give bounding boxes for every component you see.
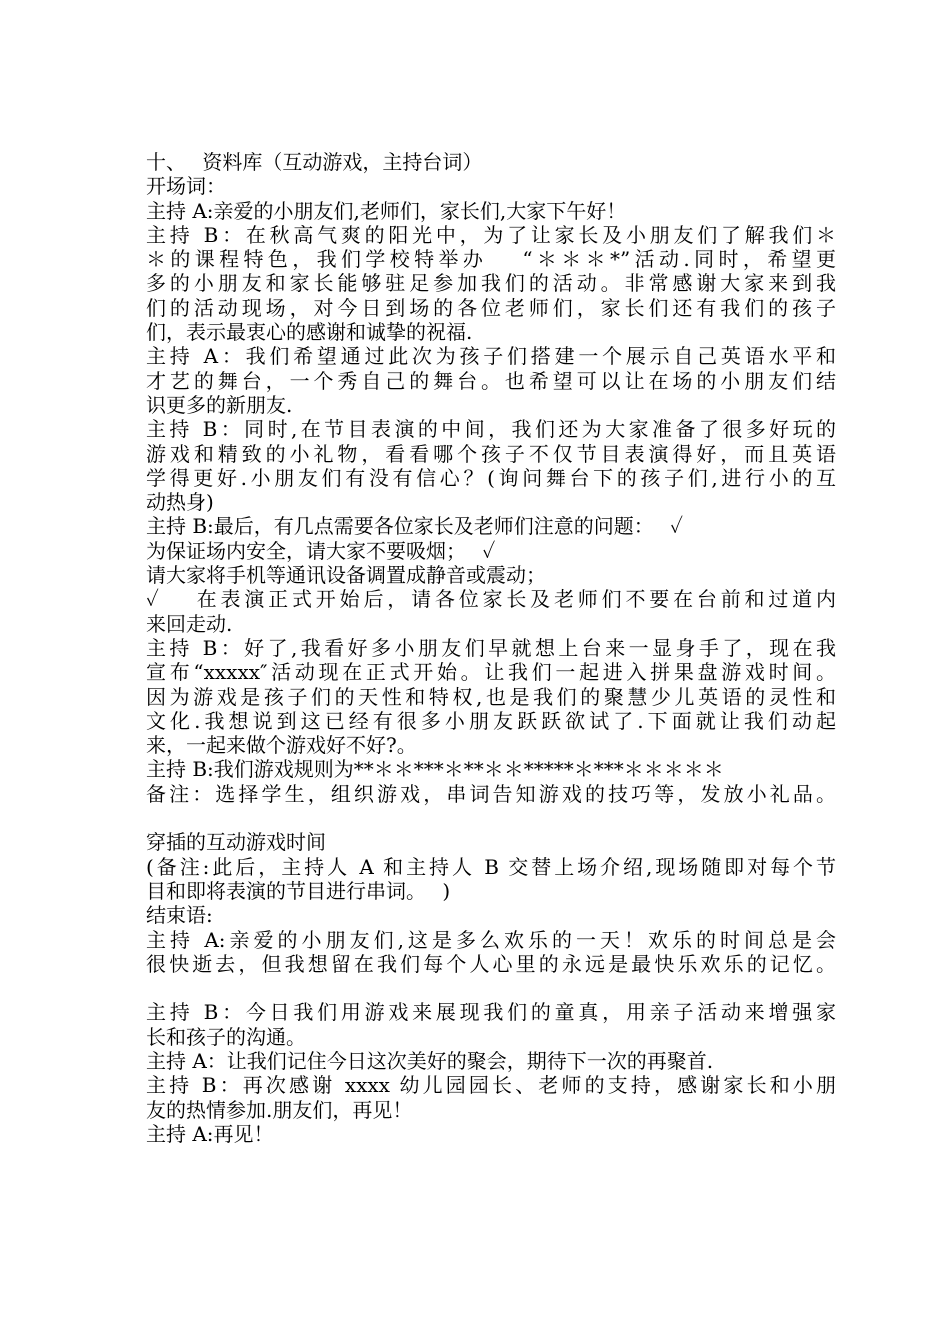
- text-line: 们的活动现场，对今日到场的各位老师们，家长们还有我们的孩子: [146, 295, 836, 320]
- text-line: 多的小朋友和家长能够驻足参加我们的活动。非常感谢大家来到我: [146, 271, 836, 296]
- text-line: 主持 A：我们希望通过此次为孩子们搭建一个展示自己英语水平和: [146, 344, 836, 369]
- text-line: 请大家将手机等通讯设备调置成静音或震动；: [146, 563, 546, 588]
- text-line: 主持 B:我们游戏规则为**＊＊***＊**＊＊*****＊***＊＊＊＊＊: [146, 757, 724, 782]
- section-label: 穿插的互动游戏时间: [146, 830, 326, 855]
- text-line: 主持 A：让我们记住今日这次美好的聚会，期待下一次的再聚首.: [146, 1048, 714, 1073]
- document-page: [146, 150, 836, 1146]
- text-line: 主持 B：再次感谢 xxxx 幼儿园园长、老师的支持，感谢家长和小朋: [146, 1073, 836, 1098]
- text-line: 动热身): [146, 490, 214, 515]
- text-line: 主持 B：同时,在节目表演的中间，我们还为大家准备了很多好玩的: [146, 417, 836, 442]
- text-line: 备注：选择学生，组织游戏，串词告知游戏的技巧等，发放小礼品。: [146, 781, 836, 806]
- text-line: 宣布“xxxxx″活动现在正式开始。让我们一起进入拼果盘游戏时间。: [146, 660, 836, 685]
- text-line: 目和即将表演的节目进行串词。 ): [146, 878, 451, 903]
- text-line: (备注:此后，主持人 A 和主持人 B 交替上场介绍,现场随即对每个节: [146, 854, 836, 879]
- text-line: 来回走动.: [146, 611, 233, 636]
- blank-line: [146, 806, 836, 830]
- text-line: 主持 A:再见！: [146, 1121, 274, 1146]
- text-line: 主持 B：好了,我看好多小朋友们早就想上台来一显身手了，现在我: [146, 635, 836, 660]
- text-line: 因为游戏是孩子们的天性和特权,也是我们的聚慧少儿英语的灵性和: [146, 684, 836, 709]
- text-line: ✓ 在表演正式开始后，请各位家长及老师们不要在台前和过道内: [146, 587, 836, 612]
- text-line: 来，一起来做个游戏好不好?。: [146, 733, 417, 758]
- opening-label: 开场词：: [146, 174, 226, 199]
- text-line: 很快逝去，但我想留在我们每个人心里的永远是最快乐欢乐的记忆。: [146, 951, 836, 976]
- text-line: 才艺的舞台，一个秀自己的舞台。也希望可以让在场的小朋友们结: [146, 368, 836, 393]
- text-line: 学得更好.小朋友们有没有信心？(询问舞台下的孩子们,进行小的互: [146, 465, 836, 490]
- text-line: 文化.我想说到这已经有很多小朋友跃跃欲试了.下面就让我们动起: [146, 708, 836, 733]
- text-line: 主持 B：今日我们用游戏来展现我们的童真，用亲子活动来增强家: [146, 1000, 836, 1025]
- section-heading: 十、 资料库（互动游戏，主持台词）: [146, 150, 483, 174]
- text-line: 们，表示最衷心的感谢和诚挚的祝福.: [146, 320, 473, 345]
- text-line: 游戏和精致的小礼物，看看哪个孩子不仅节目表演得好，而且英语: [146, 441, 836, 466]
- text-line: 为保证场内安全，请大家不要吸烟； ✓: [146, 538, 496, 563]
- blank-line: [146, 976, 836, 1000]
- closing-label: 结束语:: [146, 903, 213, 928]
- text-line: 主持 B:最后，有几点需要各位家长及老师们注意的问题： ✓: [146, 514, 684, 539]
- text-line: 长和孩子的沟通。: [146, 1024, 306, 1049]
- text-line: 主持 A:亲爱的小朋友们,老师们，家长们,大家下午好！: [146, 198, 627, 223]
- text-line: ＊的课程特色，我们学校特举办 “＊＊＊*”活动.同时，希望更: [146, 247, 836, 272]
- text-line: 主持 A:亲爱的小朋友们,这是多么欢乐的一天！欢乐的时间总是会: [146, 927, 836, 952]
- text-line: 主持 B：在秋高气爽的阳光中，为了让家长及小朋友们了解我们＊: [146, 222, 836, 247]
- text-line: 友的热情参加.朋友们，再见！: [146, 1097, 413, 1122]
- text-line: 识更多的新朋友.: [146, 392, 293, 417]
